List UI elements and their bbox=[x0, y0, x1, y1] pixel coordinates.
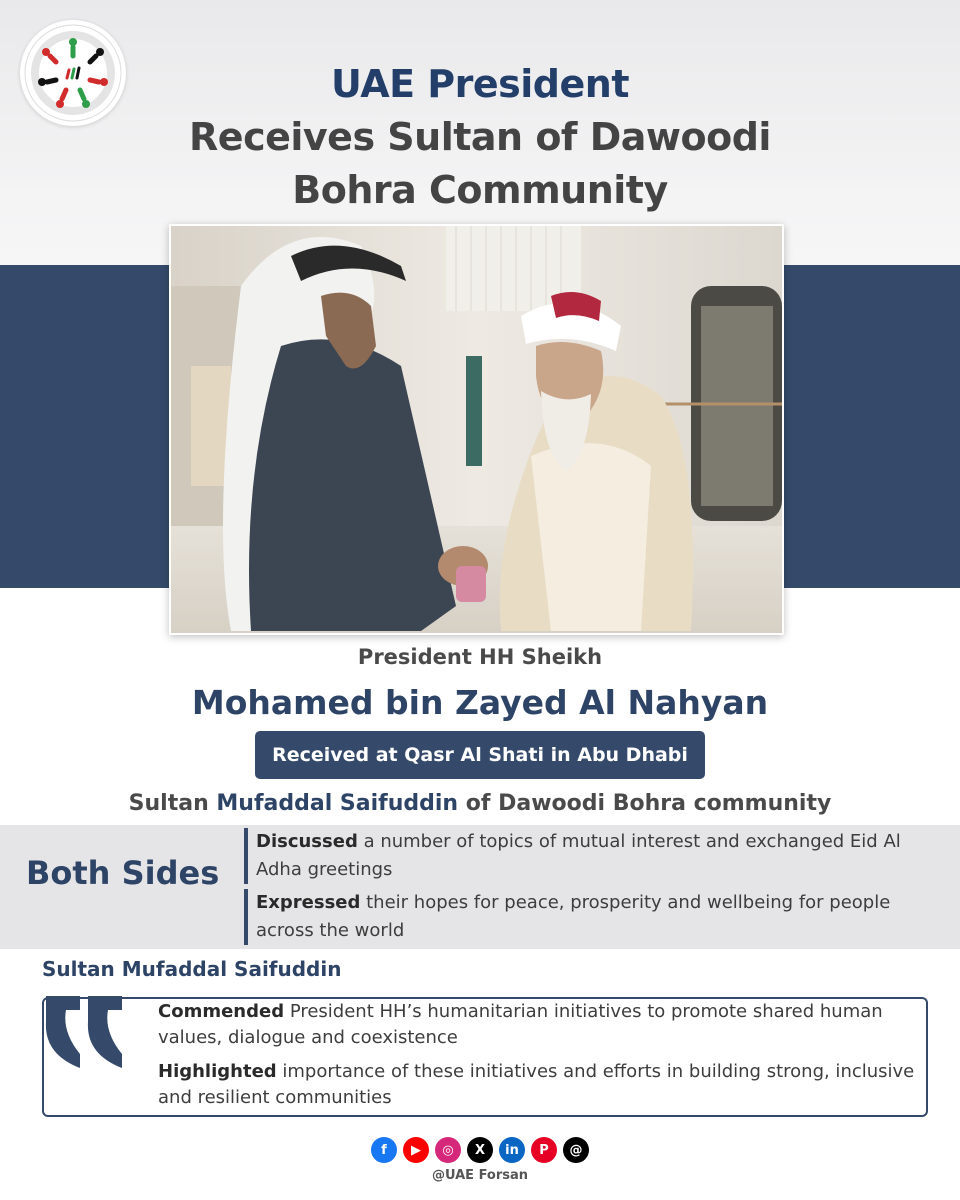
meeting-photo-illustration bbox=[171, 226, 782, 633]
both-sides-item bbox=[244, 889, 944, 945]
venue-badge: Received at Qasr Al Shati in Abu Dhabi bbox=[255, 731, 705, 779]
item-text: President HH’s humanitarian initiatives to promote shared human values, dialogue and coexistence bbox=[158, 1001, 883, 1048]
president-name: Mohamed bin Zayed Al Nahyan bbox=[191, 683, 769, 722]
both-sides-label: Both Sides bbox=[26, 854, 220, 892]
threads-icon[interactable]: @ bbox=[563, 1137, 589, 1163]
x-icon[interactable]: X bbox=[467, 1137, 493, 1163]
uae-forsan-logo bbox=[20, 20, 126, 126]
quote-item bbox=[158, 1059, 918, 1111]
title-line-3: Bohra Community bbox=[292, 168, 668, 212]
facebook-icon[interactable]: f bbox=[371, 1137, 397, 1163]
sultan-line-name: Mufaddal Saifuddin bbox=[216, 791, 459, 816]
instagram-icon[interactable]: ◎ bbox=[435, 1137, 461, 1163]
social-links bbox=[0, 1137, 960, 1167]
item-text: importance of these initiatives and efforts in building strong, inclusive and resilient communities bbox=[158, 1061, 915, 1108]
linkedin-icon[interactable]: in bbox=[499, 1137, 525, 1163]
meeting-photo bbox=[169, 224, 784, 635]
social-handle: @UAE Forsan bbox=[431, 1168, 529, 1183]
quote-item bbox=[158, 999, 918, 1051]
sultan-line-pre: Sultan bbox=[128, 791, 217, 816]
item-text: their hopes for peace, prosperity and wellbeing for people across the world bbox=[256, 892, 891, 941]
pinterest-icon[interactable]: P bbox=[531, 1137, 557, 1163]
president-prefix: President HH Sheikh bbox=[357, 645, 603, 669]
item-text: a number of topics of mutual interest and exchanged Eid Al Adha greetings bbox=[256, 831, 901, 880]
sultan-line-post: of Dawoodi Bohra community bbox=[458, 791, 832, 816]
quote-mark-icon bbox=[40, 992, 130, 1072]
sultan-line bbox=[0, 791, 960, 816]
item-lead: Highlighted bbox=[158, 1061, 277, 1082]
sultan-heading: Sultan Mufaddal Saifuddin bbox=[42, 957, 342, 981]
title-line-1: UAE President bbox=[331, 62, 629, 106]
both-sides-item bbox=[244, 828, 944, 884]
item-lead: Discussed bbox=[256, 831, 358, 852]
item-lead: Expressed bbox=[256, 892, 361, 913]
logo-emblem-icon bbox=[20, 20, 126, 126]
title-line-2: Receives Sultan of Dawoodi bbox=[189, 115, 771, 159]
item-lead: Commended bbox=[158, 1001, 285, 1022]
youtube-icon[interactable]: ▶ bbox=[403, 1137, 429, 1163]
